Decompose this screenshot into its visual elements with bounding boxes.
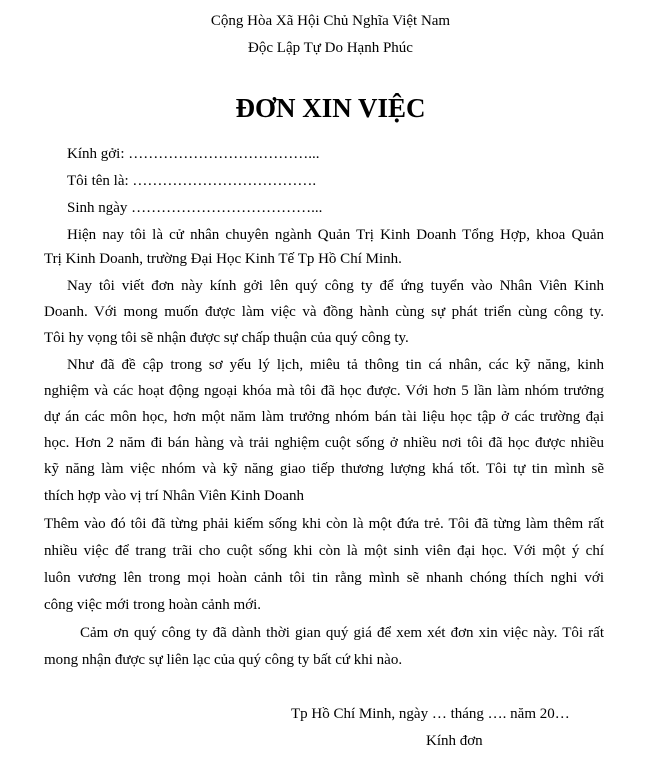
national-motto-line1: Cộng Hòa Xã Hội Chủ Nghĩa Việt Nam: [210, 13, 451, 29]
national-motto-line2: Độc Lập Tự Do Hạnh Phúc: [248, 40, 413, 56]
paragraph-line: nhiều việc để trang trãi cho cuột sống khi còn là một sinh viên đại học. Với một ý chí: [44, 543, 604, 559]
paragraph-line: công việc mới trong hoàn cảnh mới.: [44, 597, 262, 613]
field-sinh-ngay: Sinh ngày ………………………………...: [67, 200, 323, 216]
paragraph-line: Như đã đề cập trong sơ yếu lý lịch, miêu tả thông tin cá nhân, các kỹ năng, kinh: [67, 357, 604, 373]
paragraph-line: thích hợp vào vị trí Nhân Viên Kinh Doanh: [44, 488, 305, 504]
paragraph-line: mong nhận được sự liên lạc của quý công ty bất cứ khi nào.: [44, 652, 403, 668]
paragraph-line: luôn vương lên trong mọi hoàn cảnh tôi tin rằng mình sẽ nhanh chóng thích nghi với: [44, 570, 604, 586]
field-kinh-goi: Kính gởi: ………………………………...: [67, 146, 320, 162]
paragraph-line: Hiện nay tôi là cử nhân chuyên ngành Quản Trị Kinh Doanh Tổng Hợp, khoa Quản: [67, 227, 604, 243]
paragraph-line: học. Hơn 2 năm đi bán hàng và trải nghiệm cuột sống ở nhiều nơi tôi đã học được nhiều: [44, 435, 604, 451]
field-ten: Tôi tên là: ……………………………….: [67, 173, 317, 189]
paragraph-line: Tôi hy vọng tôi sẽ nhận được sự chấp thuận của quý công ty.: [44, 330, 409, 346]
paragraph-line: Nay tôi viết đơn này kính gởi lên quý công ty để ứng tuyển vào Nhân Viên Kinh: [67, 278, 604, 294]
document-title: ĐƠN XIN VIỆC: [235, 93, 426, 123]
paragraph-line: kỹ năng làm việc nhóm và kỹ năng giao tiếp thương lượng khá tốt. Tôi tự tin mình sẽ: [44, 461, 604, 477]
place-date-line: Tp Hồ Chí Minh, ngày … tháng …. năm 20…: [291, 706, 570, 722]
paragraph-line: Trị Kinh Doanh, trường Đại Học Kinh Tế Tp Hồ Chí Minh.: [44, 251, 402, 267]
signature-label: Kính đơn: [426, 733, 483, 749]
paragraph-line: dự án các môn học, hơn một năm làm trưởng nhóm bán tài liệu học tập ở các trường đại: [44, 409, 604, 425]
paragraph-line: Doanh. Với mong muốn được làm việc và đồng hành cùng sự phát triển cùng công ty.: [44, 304, 604, 320]
paragraph-line: Cảm ơn quý công ty đã dành thời gian quý giá để xem xét đơn xin việc này. Tôi rất: [80, 625, 604, 641]
paragraph-line: Thêm vào đó tôi đã từng phải kiếm sống khi còn là một đứa trẻ. Tôi đã từng làm thêm rất: [44, 516, 604, 532]
paragraph-line: nghiệm và các hoạt động ngoại khóa mà tôi đã học được. Với hơn 5 lần làm nhóm trưởng: [44, 383, 604, 399]
